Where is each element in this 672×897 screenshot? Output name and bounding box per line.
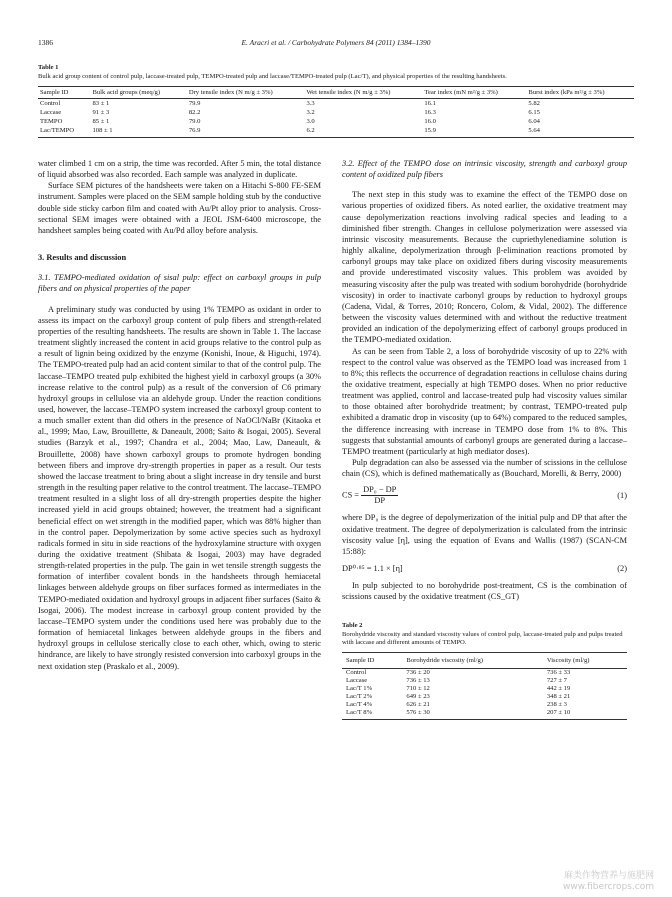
table1 bbox=[38, 86, 634, 138]
table2-caption bbox=[342, 622, 627, 647]
table1-caption-text: Bulk acid group content of control pulp, laccase-treated pulp, TEMPO-treated pulp and laccase/TEMPO-treated pulp (Lac/T), and physical properties of the resulting handsheets. bbox=[38, 73, 507, 80]
table-cell: Laccase bbox=[346, 676, 368, 684]
section-heading: 3. Results and discussion bbox=[38, 253, 127, 263]
table-row bbox=[38, 108, 634, 117]
table-cell: 736 ± 33 bbox=[546, 668, 571, 676]
table-cell: 3.0 bbox=[306, 117, 315, 125]
table-cell: 6.2 bbox=[304, 126, 422, 137]
table-cell: 727 ± 7 bbox=[546, 676, 567, 684]
table-cell: 16.0 bbox=[424, 117, 436, 125]
table2-label: Table 2 bbox=[342, 622, 363, 630]
equation-1-number: (1) bbox=[617, 491, 627, 501]
table-cell: 16.3 bbox=[424, 108, 436, 116]
column-header: Bulk acid groups (meq/g) bbox=[90, 87, 186, 99]
table-row bbox=[342, 685, 627, 693]
watermark-line2: www.fibercrops.com bbox=[563, 882, 654, 892]
table-cell: 82.2 bbox=[188, 108, 201, 116]
paragraph: A preliminary study was conducted by using 1% TEMPO as oxidant in order to assess its impact on the carboxyl group content of pulp fibers and strength-related properties of the resulting handsheets. The results are shown in Table 1. The laccase treatment slightly increased the content in acid groups relative to the control pulp as a result of lignin being oxidized by the enzyme (Konishi, Inoue, & Higuchi, 1974). The TEMPO-treated pulp had an acid content similar to that of the control pulp. The laccase–TEMPO treated pulp exhibited the highest yield in carboxyl groups (a 30% increase relative to the control pulp) as a result of the conversion of C6 primary hydroxyl groups in cellulose via an aldehyde group. Under the reaction conditions used, however, the laccase–TEMPO system increased the carboxyl group content to a much smaller extent than did others in the presence of NaOCl/NaBr (Kitaoka et al., 1999; Mao, Law, Brouillette, & Daneault, 2008; Saito & Isogai, 2005). Several studies (Barzyk et al., 1997; Chandra et al., 2004; Mao, Law, Daneault, & Brouillette, 2008) have shown carboxyl groups to promote hydrogen bonding between fibers and improve dry-strength properties in paper as a result. Our tests showed the laccase treatment to bring about a slight increase in dry tensile and burst strength in the resulting paper relative to the control treatment. The laccase–TEMPO treatment resulted in a slight loss of all dry-strength properties despite the higher increased yield in acid groups obtained; however, the treatment had a significant beneficial effect on wet strength in the modified paper, which was 88% higher than in the control paper. Depolymerization by some active species such as hydroxyl radicals formed in situ in side reactions of the hydroxylamine structure with oxygen during the oxidative treatment (Shibata & Isogai, 2003) may have degraded strength-related properties in the pulp. The gain in wet tensile strength suggests the formation of interfiber covalent bonds in the handsheets through hemiacetal linkages between aldehyde groups on fiber surfaces formed as intermediates in the TEMPO-mediated oxidation and hydroxyl groups in adjacent fiber surfaces (Saito & Isogai, 2006). The modest increase in carboxyl group content provided by the laccase–TEMPO system under the conditions used here was probably due to the formation of hemiacetal linkages between aldehyde groups in the fibers and hydroxyl groups in cellulose sterically close to each other, which, owing to steric hindrance, are likely to have strongly resisted conversion into carboxyl groups in the next oxidation step (Praskalo et al., 2009). bbox=[38, 304, 321, 671]
table-cell: Lac/T 4% bbox=[346, 700, 373, 708]
table-cell: 3.2 bbox=[306, 108, 315, 116]
table-cell: 76.9 bbox=[187, 126, 305, 137]
table-cell: 79.9 bbox=[188, 99, 201, 107]
table-cell: 6.15 bbox=[528, 108, 540, 116]
equation-1-fraction bbox=[361, 485, 398, 506]
paragraph: The next step in this study was to examine the effect of the TEMPO dose on various properties of oxidized fibers. As noted earlier, the oxidative treatment may cause depolymerization reactions involving radical species and leading to a diminished fiber strength. Changes in cellulose polymerization were assessed via intrinsic viscosity measurements. Because the cupriethylenediamine solution is highly alkaline, depolymerization through β-elimination reactions promoted by carbonyl groups may take place on oxidized fibers during viscosity measurements and provide underestimated viscosity values. This problem was avoided by measuring viscosity after the pulp was treated with sodium borohydride (borohydride viscosity) in order to inactivate carbonyl groups by reduction to hydroxyl groups (Cadena, Vidal, & Torres, 2010; Roncero, Colom, & Vidal, 2002). The difference between the viscosity values determined with and without the reductive treatment provided an indication of the depolymerizing effect of carbonyl groups produced in the TEMPO-mediated oxidation. bbox=[342, 190, 628, 345]
equation-2-body: DP⁰·⁸⁵ = 1.1 × [η] bbox=[342, 564, 403, 573]
table-row bbox=[342, 693, 627, 701]
column-header: Sample ID bbox=[342, 652, 402, 668]
table-cell: 108 ± 1 bbox=[90, 126, 186, 137]
column-header: Wet tensile index (N m/g ± 3%) bbox=[304, 87, 422, 99]
table-cell: TEMPO bbox=[40, 117, 63, 125]
table-row bbox=[342, 668, 627, 677]
table-cell: 626 ± 21 bbox=[406, 700, 430, 708]
table-cell: Lac/T 8% bbox=[342, 709, 402, 720]
table-row bbox=[342, 709, 627, 720]
table-cell: 91 ± 3 bbox=[92, 108, 110, 116]
table-cell: 736 ± 13 bbox=[406, 676, 430, 684]
table-cell: Lac/TEMPO bbox=[38, 126, 90, 137]
paragraph: Surface SEM pictures of the handsheets were taken on a Hitachi S-800 FE-SEM instrument. Samples were placed on the SEM sample holding stub by the conductive double side sticky carbon film and coated with Au/Pt alloy prior to analysis. Cross-sectional SEM images were obtained with a JEOL JSM-6400 microscope, the handsheet samples being coated with Au/Pd alloy before analysis. bbox=[38, 181, 321, 235]
table-cell: 710 ± 12 bbox=[406, 684, 430, 692]
paragraph: In pulp subjected to no borohydride post-treatment, CS is the combination of scissions caused by the oxidative treatment (CS_GT) bbox=[342, 581, 627, 602]
table-cell: Lac/T 1% bbox=[346, 684, 373, 692]
table-row bbox=[38, 126, 634, 137]
watermark bbox=[563, 871, 654, 893]
left-column bbox=[38, 158, 321, 672]
equation-1 bbox=[342, 485, 627, 506]
subsection-heading: 3.2. Effect of the TEMPO dose on intrinsic viscosity, strength and carboxyl group content of oxidized pulp fibers bbox=[342, 159, 627, 180]
table-cell: 83 ± 1 bbox=[92, 99, 110, 107]
column-header: Burst index (kPa m²/g ± 3%) bbox=[526, 87, 634, 99]
table1-caption bbox=[38, 63, 638, 81]
column-header: Viscosity (ml/g) bbox=[543, 652, 627, 668]
equation-1-numerator: DP₀ − DP bbox=[363, 485, 397, 495]
table-cell: 649 ± 23 bbox=[406, 692, 430, 700]
table-cell: 736 ± 20 bbox=[406, 668, 430, 676]
table-cell: 3.3 bbox=[306, 99, 315, 107]
equation-2-number: (2) bbox=[617, 564, 627, 573]
table-cell: 5.82 bbox=[528, 99, 540, 107]
paragraph: where DP₀ is the degree of depolymerization of the initial pulp and DP that after the oxidative treatment. The degree of depolymerization is calculated from the intrinsic viscosity value [η], using the equation of Evans and Wallis (1987) (SCAN-CM 15:88): bbox=[342, 513, 627, 556]
page-number: 1386 bbox=[38, 38, 53, 47]
watermark-line1: 麻类作物营养与施肥网 bbox=[563, 871, 654, 881]
table2 bbox=[342, 652, 627, 720]
table-cell: 348 ± 21 bbox=[546, 692, 571, 700]
table-cell: 576 ± 30 bbox=[402, 709, 542, 720]
table-cell: 16.1 bbox=[424, 99, 436, 107]
equation-1-denominator: DP bbox=[374, 496, 386, 506]
right-column bbox=[342, 158, 627, 720]
equation-2 bbox=[342, 563, 627, 574]
column-header: Borohydride viscosity (ml/g) bbox=[402, 652, 542, 668]
table-row bbox=[342, 701, 627, 709]
table-row bbox=[38, 117, 634, 126]
table-cell: 238 ± 3 bbox=[546, 700, 567, 708]
paragraph: water climbed 1 cm on a strip, the time was recorded. After 5 min, the total distance of liquid absorbed was also recorded. Each sample was analyzed in duplicate. bbox=[38, 159, 321, 180]
table2-caption-text: Borohydride viscosity and standard viscosity values of control pulp, laccase-treated pulp and pulps treated with laccase and different amounts of TEMPO. bbox=[342, 630, 623, 647]
running-title: E. Aracri et al. / Carbohydrate Polymers 84 (2011) 1384–1390 bbox=[241, 38, 431, 47]
table-cell: Control bbox=[346, 668, 367, 676]
table-cell: 5.64 bbox=[526, 126, 634, 137]
paragraph: As can be seen from Table 2, a loss of borohydride viscosity of up to 22% with respect to the control value was observed as the TEMPO load was increased from 1 to 8%; this reflects the occurrence of degradation reactions in cellulose chains during the oxidative treatment, especially at high TEMPO doses. When no prior reductive treatment was applied, control and laccase-treated pulp had viscosity values similar to those obtained after borohydride treatment; by contrast, TEMPO-treated pulp exhibited a dramatic drop in viscosity (up to 64%) compared to the reduced samples, the difference increasing with increase in TEMPO dose from 1% to 8%. This suggests that substantial amounts of carbonyl groups are generated during a laccase–TEMPO treatment (particularly at high mediator doses). bbox=[342, 346, 627, 456]
table-cell: 15.9 bbox=[422, 126, 526, 137]
table1-label: Table 1 bbox=[38, 64, 59, 71]
equation-1-lhs: CS = bbox=[342, 490, 362, 500]
column-header: Tear index (mN m²/g ± 3%) bbox=[422, 87, 526, 99]
paragraph: Pulp degradation can also be assessed via the number of scissions in the cellulose chain (CS), which is defined mathematically as (Bouchard, Morelli, & Berry, 2000) bbox=[342, 458, 627, 479]
table-row bbox=[38, 99, 634, 109]
table-cell: 85 ± 1 bbox=[92, 117, 110, 125]
table-cell: 79.0 bbox=[188, 117, 201, 125]
column-header: Dry tensile index (N m/g ± 3%) bbox=[187, 87, 305, 99]
subsection-heading: 3.1. TEMPO-mediated oxidation of sisal pulp: effect on carboxyl groups in pulp fibers and on physical properties of the paper bbox=[38, 273, 321, 294]
table-cell: 6.04 bbox=[528, 117, 540, 125]
table-cell: Laccase bbox=[40, 108, 62, 116]
column-header: Sample ID bbox=[38, 87, 90, 99]
table-cell: 442 ± 19 bbox=[546, 684, 571, 692]
table-cell: 207 ± 10 bbox=[543, 709, 627, 720]
table-cell: Control bbox=[40, 99, 61, 107]
table-row bbox=[342, 677, 627, 685]
table-cell: Lac/T 2% bbox=[346, 692, 373, 700]
